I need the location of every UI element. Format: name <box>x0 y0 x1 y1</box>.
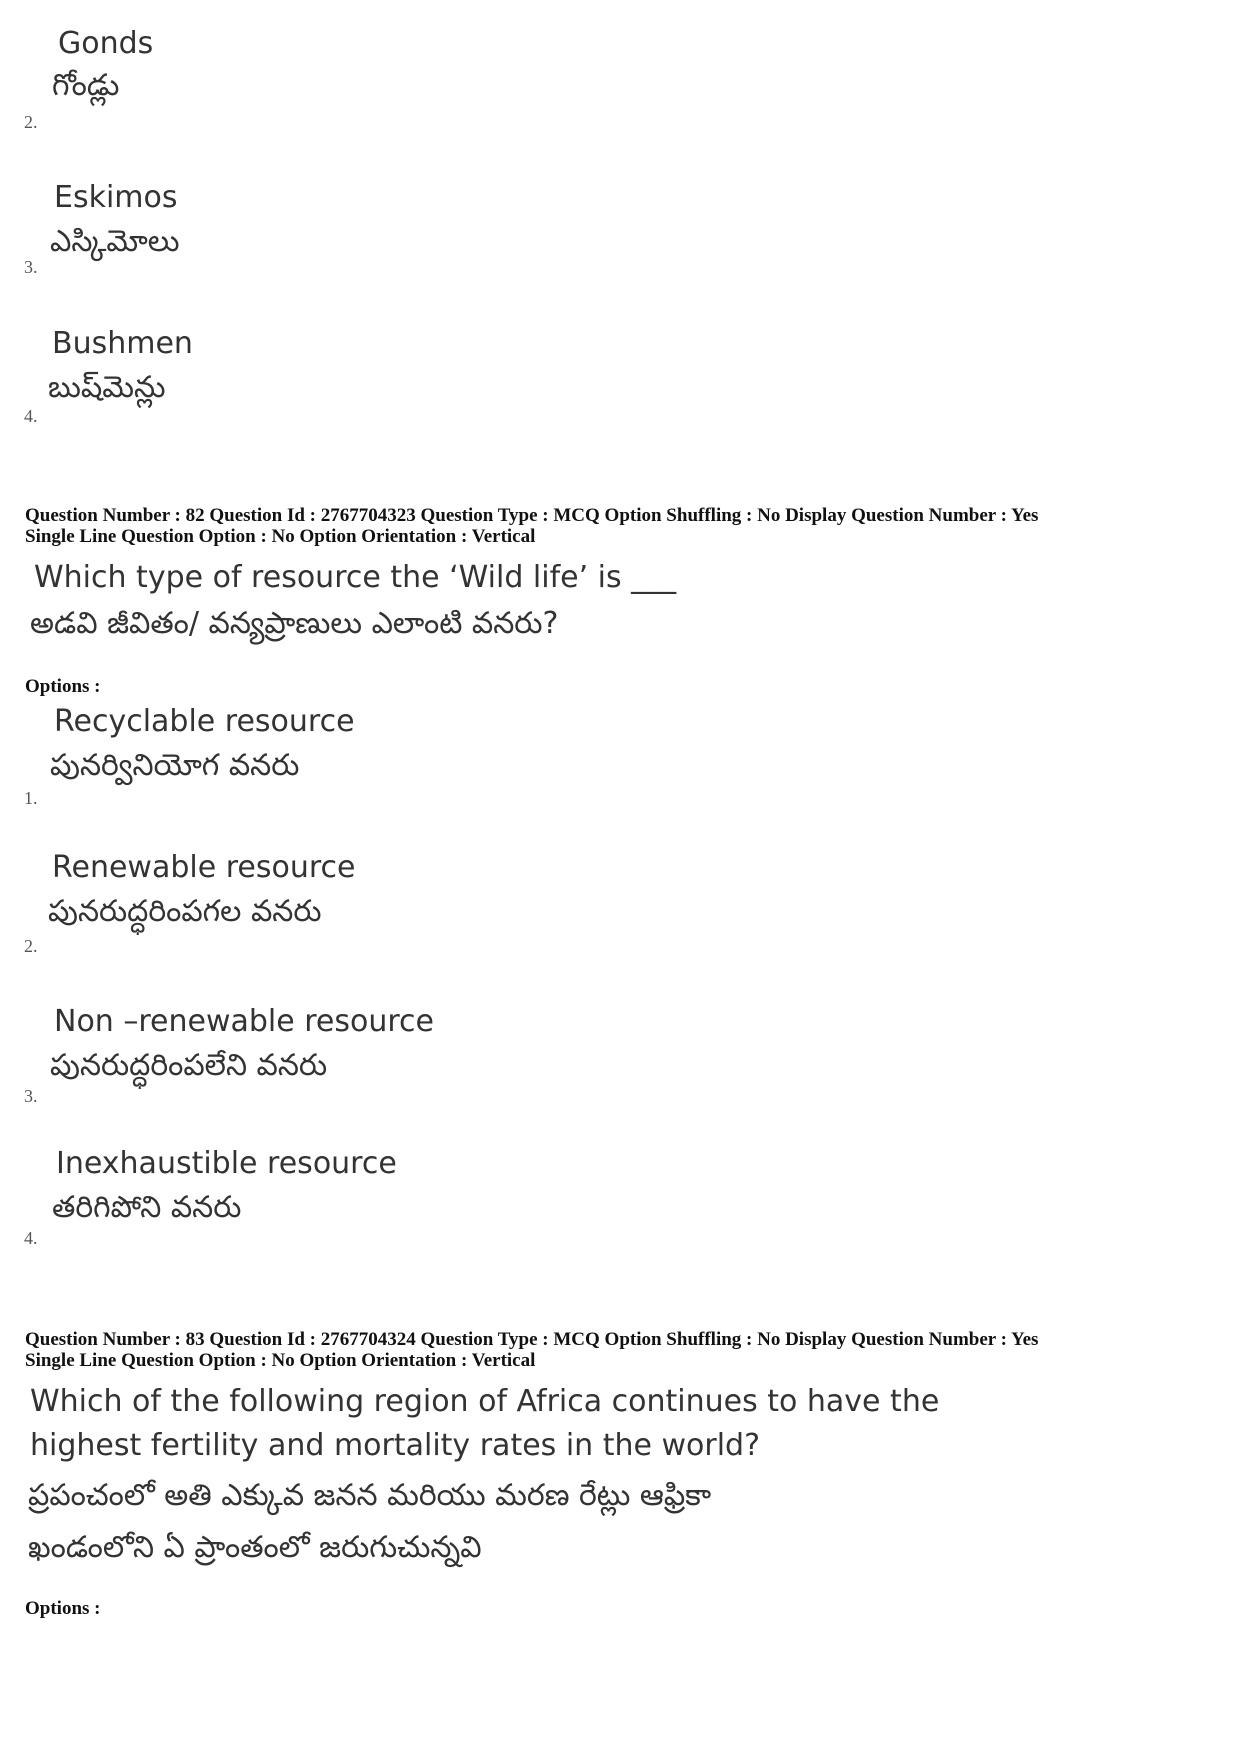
question-text-english-line2: highest fertility and mortality rates in the world? <box>30 1428 761 1463</box>
options-label: Options : <box>25 1598 101 1619</box>
option-english: Inexhaustible resource <box>56 1146 397 1181</box>
question-meta-line1: Question Number : 82 Question Id : 2767704323 Question Type : MCQ Option Shuffling : No Display Question Number : Yes <box>25 505 1039 526</box>
options-label: Options : <box>25 676 101 697</box>
option-number: 1. <box>24 788 38 808</box>
option-telugu: ఎస్కిమోలు <box>50 224 180 259</box>
option-number: 2. <box>24 936 38 956</box>
question-text-english-line1: Which of the following region of Africa continues to have the <box>30 1384 940 1419</box>
option-english: Bushmen <box>52 326 193 361</box>
option-telugu: పునర్వినియోగ వనరు <box>50 748 300 783</box>
question-meta-line2: Single Line Question Option : No Option Orientation : Vertical <box>25 526 536 547</box>
option-english: Non –renewable resource <box>54 1004 434 1039</box>
option-english: Gonds <box>58 26 154 61</box>
option-telugu: బుష్‌మెన్లు <box>48 370 166 405</box>
option-telugu: పునరుద్ధరింపగల వనరు <box>48 894 322 929</box>
question-text-telugu: అడవి జీవితం/ వన్యప్రాణులు ఎలాంటి వనరు? <box>30 606 559 641</box>
question-text-telugu-line2: ఖండంలోని ఏ ప్రాంతంలో జరుగుచున్నవి <box>28 1530 482 1565</box>
option-number: 3. <box>24 257 38 277</box>
option-number: 4. <box>24 1228 38 1248</box>
option-english: Eskimos <box>54 180 178 215</box>
option-english: Renewable resource <box>52 850 356 885</box>
question-text-english: Which type of resource the ‘Wild life’ is ___ <box>34 560 677 595</box>
option-telugu: గోండ్లు <box>52 68 120 103</box>
question-meta-line2: Single Line Question Option : No Option Orientation : Vertical <box>25 1350 536 1371</box>
option-number: 4. <box>24 406 38 426</box>
option-telugu: తరిగిపోని వనరు <box>52 1190 242 1225</box>
question-meta-line1: Question Number : 83 Question Id : 2767704324 Question Type : MCQ Option Shuffling : No Display Question Number : Yes <box>25 1329 1039 1350</box>
option-number: 3. <box>24 1086 38 1106</box>
option-telugu: పునరుద్ధరింపలేని వనరు <box>50 1048 328 1083</box>
option-english: Recyclable resource <box>54 704 355 739</box>
option-number: 2. <box>24 112 38 132</box>
question-text-telugu-line1: ప్రపంచంలో అతి ఎక్కువ జనన మరియు మరణ రేట్లు ఆఫ్రికా <box>28 1478 712 1513</box>
